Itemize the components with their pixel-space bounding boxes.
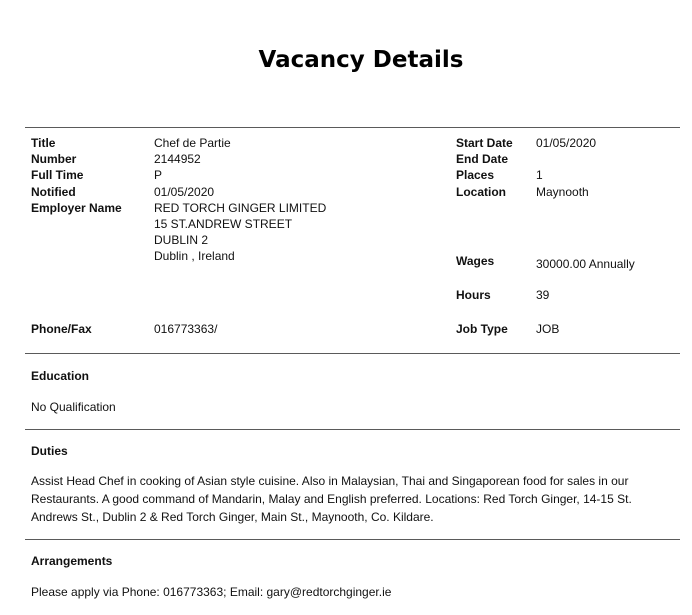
places-value: 1 xyxy=(536,168,543,182)
notified-label: Notified xyxy=(31,185,76,199)
employer-name-label: Employer Name xyxy=(31,201,122,215)
full-time-value: P xyxy=(154,168,163,182)
phone-fax-label: Phone/Fax xyxy=(31,322,92,336)
location-label: Location xyxy=(456,185,506,199)
duties-heading: Duties xyxy=(31,444,68,458)
divider xyxy=(25,539,680,540)
full-time-label: Full Time xyxy=(31,168,84,182)
education-heading: Education xyxy=(31,369,90,383)
divider xyxy=(25,127,680,128)
page-title: Vacancy Details xyxy=(258,47,464,73)
wages-value: 30000.00 Annually xyxy=(536,257,635,271)
employer-address-line: 15 ST.ANDREW STREET xyxy=(154,217,293,231)
employer-name-value: RED TORCH GINGER LIMITED xyxy=(154,201,327,215)
end-date-label: End Date xyxy=(456,152,509,166)
number-value: 2144952 xyxy=(154,152,201,166)
employer-address-line: Dublin , Ireland xyxy=(154,249,235,263)
divider xyxy=(25,353,680,354)
title-label: Title xyxy=(31,136,56,150)
notified-value: 01/05/2020 xyxy=(154,185,215,199)
hours-label: Hours xyxy=(456,288,491,302)
divider xyxy=(25,429,680,430)
places-label: Places xyxy=(456,168,495,182)
start-date-value: 01/05/2020 xyxy=(536,136,597,150)
employer-address-line: DUBLIN 2 xyxy=(154,233,209,247)
location-value: Maynooth xyxy=(536,185,589,199)
arrangements-text: Please apply via Phone: 016773363; Email: gary@redtorchginger.ie xyxy=(31,585,392,599)
title-value: Chef de Partie xyxy=(154,136,231,150)
job-type-value: JOB xyxy=(536,322,560,336)
arrangements-heading: Arrangements xyxy=(31,554,113,568)
job-type-label: Job Type xyxy=(456,322,508,336)
wages-label: Wages xyxy=(456,254,495,268)
hours-value: 39 xyxy=(536,288,550,302)
start-date-label: Start Date xyxy=(456,136,513,150)
education-text: No Qualification xyxy=(31,400,116,414)
number-label: Number xyxy=(31,152,77,166)
phone-fax-value: 016773363/ xyxy=(154,322,218,336)
duties-text: Assist Head Chef in cooking of Asian style cuisine. Also in Malaysian, Thai and Singaporean food for sales in our Restaurants. A good command of Mandarin, Malay and English preferred. Locations: Red Torch Ginger, 14-15 St. Andrews St., Dublin 2 & Red Torch Ginger, Main St., Maynooth, Co. Kildare. xyxy=(31,474,632,524)
